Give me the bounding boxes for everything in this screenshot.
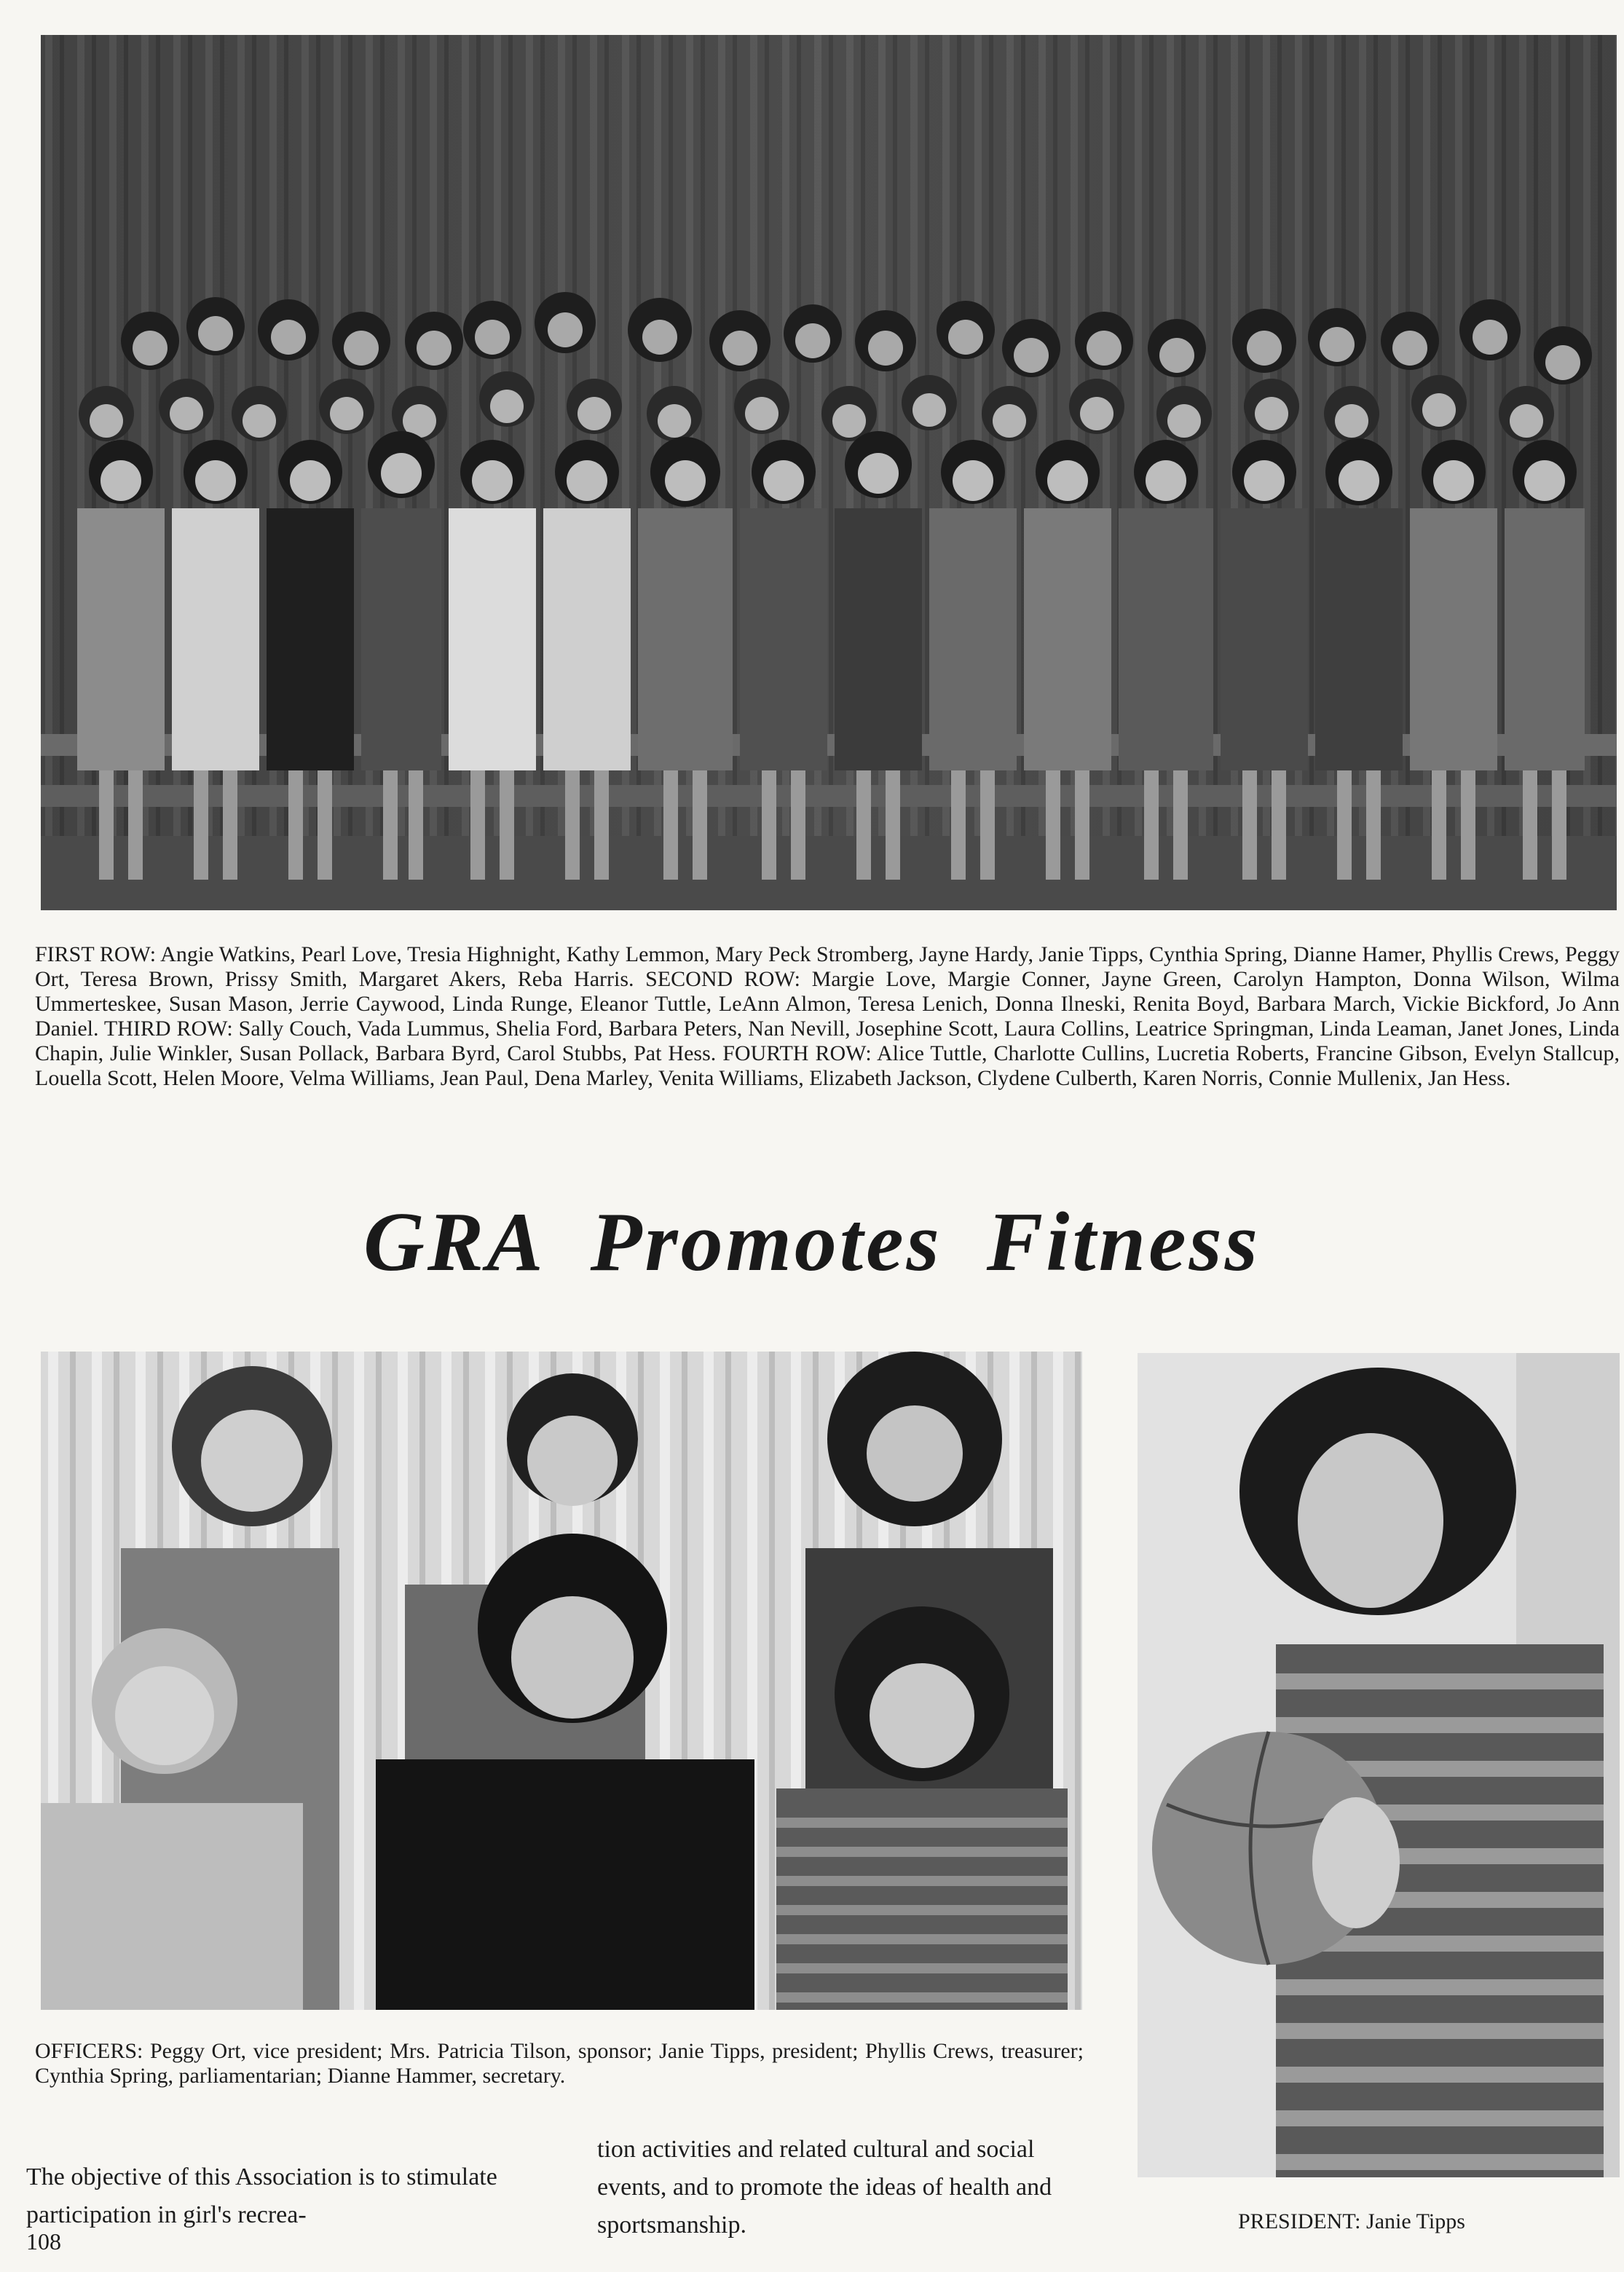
- group-photo: [41, 35, 1617, 910]
- president-photo-caption: PRESIDENT: Janie Tipps: [1238, 2209, 1465, 2233]
- group-photo-caption: FIRST ROW: Angie Watkins, Pearl Love, Tresia Highnight, Kathy Lemmon, Mary Peck Stromberg, Jayne Hardy, Janie Tipps, Cynthia Spring, Dianne Hamer, Phyllis Crews, Peggy Ort, Teresa Brown, Prissy Smith, Margaret Akers, Reba Harris. SECOND ROW: Margie Love, Margie Conner, Jayne Green, Carolyn Hampton, Donna Wilson, Wilma Ummerteskee, Susan Mason, Jerrie Caywood, Linda Runge, Eleanor Tuttle, LeAnn Almon, Teresa Lenich, Donna Ilneski, Renita Boyd, Barbara March, Vickie Bickford, Jo Ann Daniel. THIRD ROW: Sally Couch, Vada Lummus, Shelia Ford, Barbara Peters, Nan Nevill, Josephine Scott, Laura Collins, Leatrice Springman, Linda Leaman, Janet Jones, Linda Chapin, Julie Winkler, Susan Pollack, Barbara Byrd, Carol Stubbs, Pat Hess. FOURTH ROW: Alice Tuttle, Charlotte Cullins, Lucretia Roberts, Francine Gibson, Evelyn Stallcup, Louella Scott, Helen Moore, Velma Williams, Jean Paul, Dena Marley, Venita Williams, Elizabeth Jackson, Clydene Culberth, Karen Norris, Connie Mullenix, Jan Hess.: [35, 942, 1620, 1090]
- page-number: 108: [26, 2228, 61, 2255]
- body-text-right: tion activities and related cultural and social events, and to promote the ideas of health and sportsmanship.: [597, 2136, 1052, 2239]
- heading-word-1: GRA: [363, 1196, 546, 1289]
- officers-photo: [41, 1352, 1082, 2010]
- officers-photo-caption: OFFICERS: Peggy Ort, vice president; Mrs. Patricia Tilson, sponsor; Janie Tipps, president; Phyllis Crews, treasurer; Cynthia Spring, parliamentarian; Dianne Hammer, secretary.: [35, 2039, 1084, 2088]
- heading-word-2: Promotes: [590, 1196, 942, 1289]
- body-text-left: The objective of this Association is to stimulate participation in girl's recrea-: [26, 2163, 497, 2228]
- president-photo: [1138, 1353, 1620, 2177]
- page-heading: [0, 1194, 1624, 1291]
- heading-word-3: Fitness: [986, 1196, 1261, 1289]
